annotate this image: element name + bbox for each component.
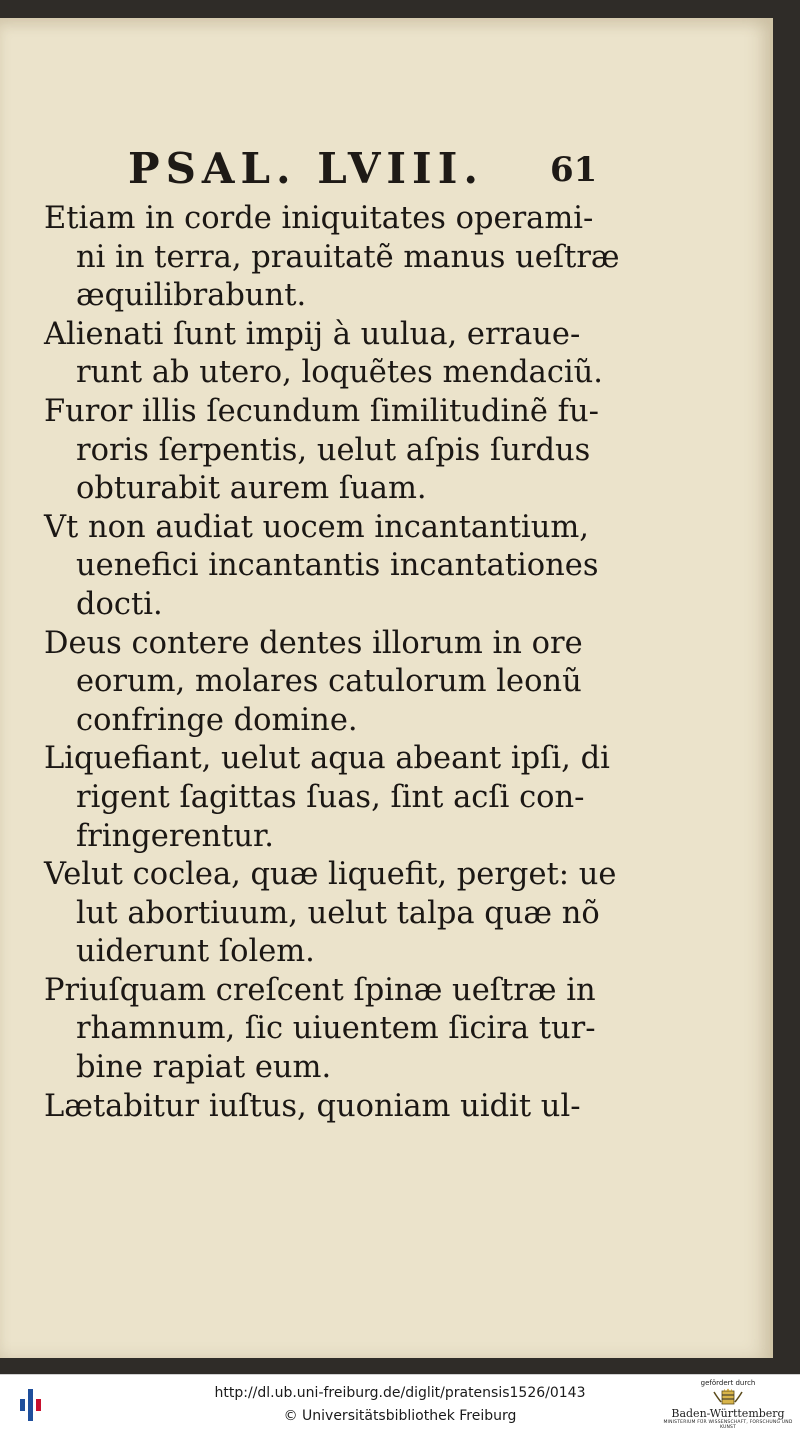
text-line: Lætabitur iuſtus, quoniam uidit ul- bbox=[44, 1088, 581, 1124]
text-line: bine rapiat eum. bbox=[76, 1050, 332, 1086]
text-line: Furor illis ſecundum ſimilitudinẽ fu- bbox=[44, 393, 599, 429]
text-line: obturabit aurem ſuam. bbox=[76, 471, 427, 507]
copyright-notice: © Universitätsbibliothek Freiburg bbox=[283, 1408, 517, 1424]
permalink-url[interactable]: http://dl.ub.uni-freiburg.de/diglit/pratensis1526/0143 bbox=[214, 1385, 586, 1401]
text-line: confringe domine. bbox=[76, 702, 358, 738]
text-line: Velut coclea, quæ liquefit, perget: ue bbox=[44, 857, 617, 893]
text-line: Etiam in corde iniquitates operami- bbox=[44, 201, 594, 236]
text-line: lut abortiuum, uelut talpa quæ nõ bbox=[76, 895, 600, 931]
page-number: 61 bbox=[550, 150, 598, 190]
running-head-title: PSAL. LVIII. bbox=[128, 144, 484, 193]
text-line: rigent ſagittas ſuas, ſint acſi con- bbox=[76, 779, 585, 815]
psalm-text bbox=[44, 200, 624, 1126]
coat-of-arms-icon bbox=[711, 1388, 745, 1406]
text-line: Alienati ſunt impij à uulua, erraue- bbox=[44, 316, 581, 352]
sponsor-name: Baden-Württemberg bbox=[671, 1407, 785, 1420]
text-line: fringerentur. bbox=[76, 818, 274, 854]
text-line: eorum, molares catulorum leonũ bbox=[76, 664, 582, 700]
text-line: ni in terra, prauitatẽ manus ueſtræ bbox=[76, 239, 620, 275]
sponsor-ministry: MINISTERIUM FÜR WISSENSCHAFT, FORSCHUNG UND KUNST bbox=[663, 1420, 793, 1430]
sponsor-block bbox=[660, 1377, 796, 1431]
text-line: roris ſerpentis, uelut aſpis ſurdus bbox=[76, 432, 591, 468]
running-head bbox=[120, 136, 640, 196]
text-line: Deus contere dentes illorum in ore bbox=[44, 625, 583, 661]
text-line: Priuſquam creſcent ſpinæ ueſtræ in bbox=[44, 972, 596, 1008]
footer-bar bbox=[0, 1374, 800, 1433]
text-line: uenefici incantantis incantationes bbox=[76, 548, 599, 584]
text-line: docti. bbox=[76, 586, 163, 622]
text-line: runt ab utero, loquẽtes mendaciũ. bbox=[76, 355, 603, 391]
sponsor-label: gefördert durch bbox=[700, 1379, 756, 1387]
book-page bbox=[0, 18, 773, 1358]
text-line: æquilibrabunt. bbox=[76, 278, 307, 314]
text-line: Liquefiant, uelut aqua abeant ipſi, di bbox=[44, 741, 610, 777]
text-line: rhamnum, ſic uiuentem ſicira tur- bbox=[76, 1011, 596, 1047]
text-line: Vt non audiat uocem incantantium, bbox=[44, 509, 589, 545]
text-line: uiderunt ſolem. bbox=[76, 934, 315, 970]
